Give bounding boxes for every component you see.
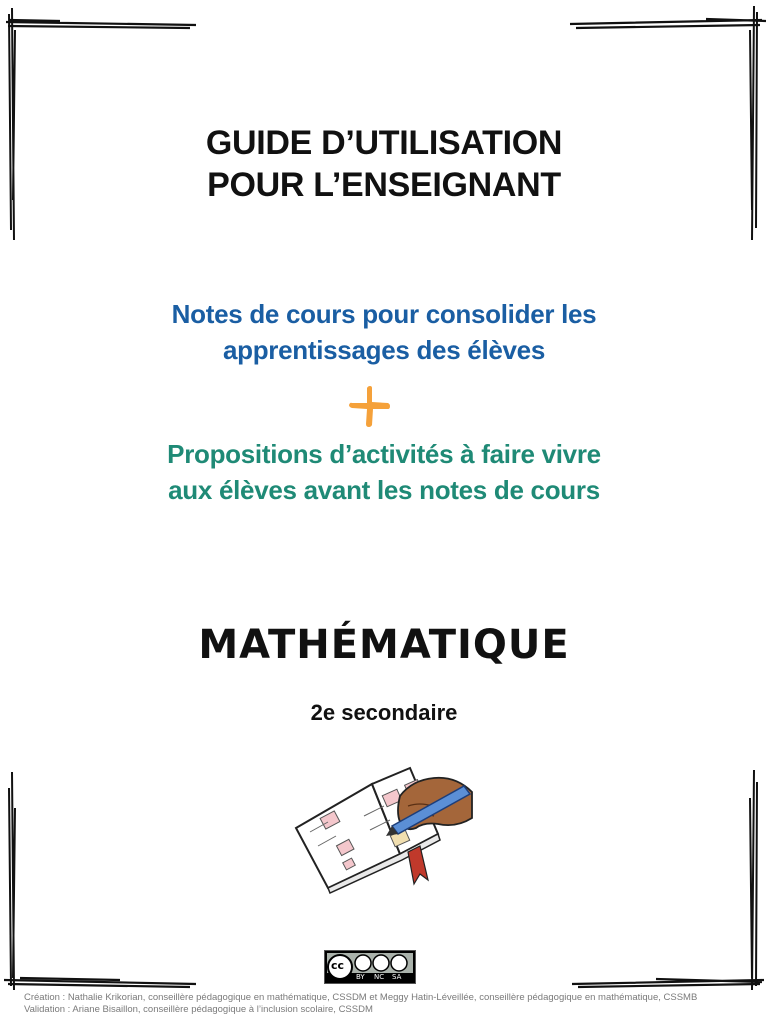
creative-commons-by-nc-sa-icon bbox=[324, 950, 416, 984]
license-label-by: BY bbox=[356, 973, 365, 981]
notes-description-line-1: Notes de cours pour consolider les bbox=[171, 299, 597, 329]
license-label-sa: SA bbox=[392, 973, 402, 981]
notes-description-line-2: apprentissages des élèves bbox=[222, 335, 546, 365]
credits-validation: Validation : Ariane Bisaillon, conseillère pédagogique à l’inclusion scolaire, CSSDM bbox=[24, 1004, 373, 1015]
credits-creation: Création : Nathalie Krikorian, conseillère pédagogique en mathématique, CSSDM et Meggy Hatin-Léveillée, conseillère pédagogique en mathématique, CSSMB bbox=[24, 992, 698, 1003]
grade-level: 2e secondaire bbox=[310, 700, 458, 725]
creative-commons-cc-mark: cc bbox=[331, 959, 345, 972]
activities-description bbox=[0, 436, 768, 508]
activities-description-line-1: Propositions d’activités à faire vivre bbox=[167, 439, 601, 469]
frame-corner-bottom-right bbox=[566, 768, 768, 998]
guide-title bbox=[0, 122, 768, 206]
subject-title: MATHÉMATIQUE bbox=[198, 622, 570, 668]
credits bbox=[24, 992, 754, 1016]
plus-icon bbox=[346, 382, 394, 430]
frame-corner-bottom-left bbox=[0, 768, 200, 998]
guide-title-line-2: POUR L’ENSEIGNANT bbox=[207, 166, 561, 204]
activities-description-line-2: aux élèves avant les notes de cours bbox=[168, 475, 600, 505]
license-label-nc: NC bbox=[374, 973, 385, 981]
guide-title-line-1: GUIDE D’UTILISATION bbox=[205, 124, 563, 162]
notes-description bbox=[0, 296, 768, 368]
hand-writing-in-notebook-illustration bbox=[288, 762, 474, 902]
